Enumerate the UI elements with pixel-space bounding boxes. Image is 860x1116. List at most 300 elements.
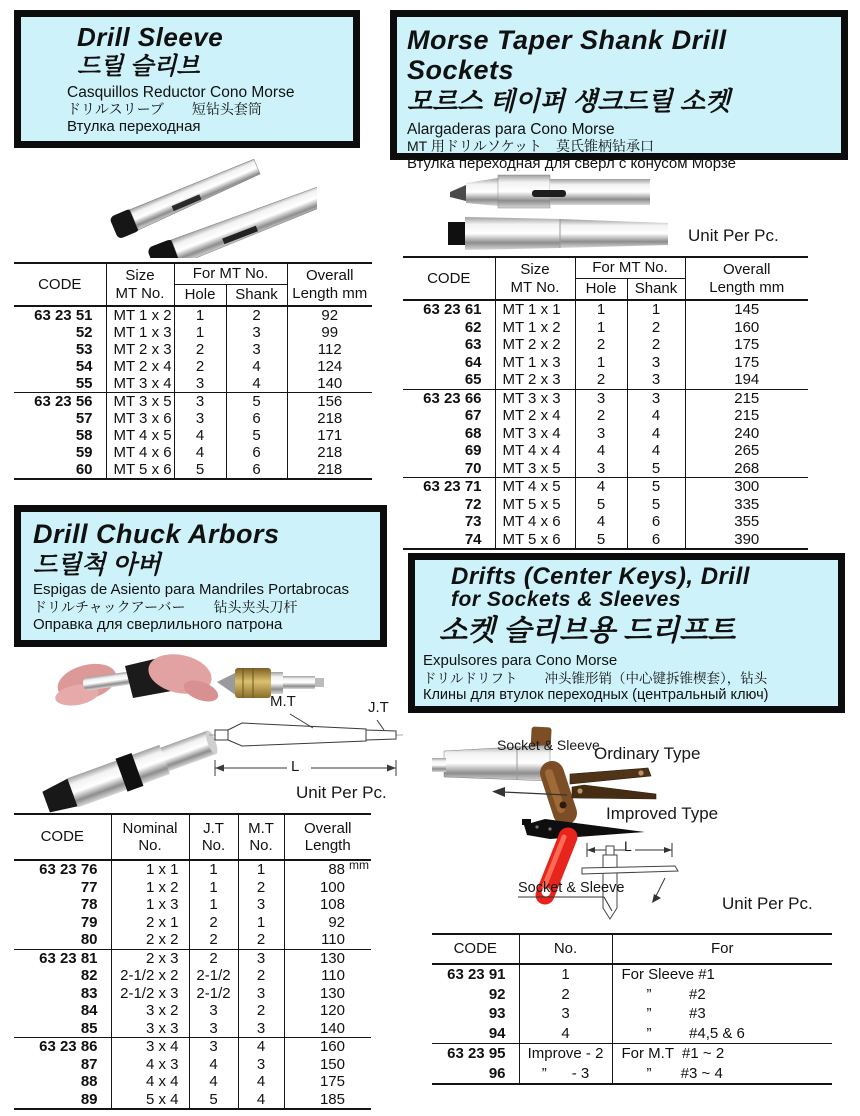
table-cell: MT 5 x 6 [106, 461, 174, 479]
table-row [403, 513, 808, 531]
table-cell: MT 3 x 3 [495, 389, 575, 407]
table-cell: 3 x 3 [111, 1020, 189, 1038]
table-cell: MT 4 x 6 [495, 513, 575, 531]
table-cell: 140 [287, 375, 372, 393]
table-row [432, 985, 832, 1005]
table-row [403, 460, 808, 478]
table-cell: 92 [287, 306, 372, 324]
table-cell: 3 [627, 354, 685, 372]
table-cell: 3 [174, 375, 226, 393]
table-cell: 1 x 3 [111, 896, 189, 914]
table-cell: 63 23 51 [34, 307, 93, 324]
table-cell: 57 [75, 410, 93, 427]
table-cell: 4 [226, 358, 287, 375]
table-cell: ” #4,5 & 6 [612, 1024, 832, 1044]
table-cell: 130 [284, 949, 371, 967]
table-cell: 63 23 81 [14, 949, 111, 967]
table-row [14, 410, 372, 427]
table-cell: 3 [238, 985, 284, 1003]
col-size-line2: MT No. [510, 278, 560, 296]
table-cell: 63 23 61 [423, 301, 482, 319]
table-cell: MT 1 x 1 [495, 300, 575, 319]
table-cell: 2 [575, 371, 627, 389]
table-cell: 92 [488, 985, 506, 1003]
table-cell: 6 [226, 410, 287, 427]
table-cell: 4 [575, 442, 627, 460]
table-cell: 4 x 4 [111, 1073, 189, 1091]
table-cell: MT 4 x 4 [495, 442, 575, 460]
chuck-arbors-subtitle-ja-zh: ドリルチャックアーバー 钻头夹头刀杆 [33, 599, 298, 616]
table-cell: 2 [627, 319, 685, 337]
col-overall-line1: Overall [303, 819, 352, 837]
table-cell: 4 [189, 1056, 238, 1074]
col-size-line1: Size [520, 261, 550, 279]
table-cell: 110 [284, 967, 371, 985]
drifts-title-ko: 소켓 슬리브용 드리프트 [439, 614, 736, 647]
table-cell: MT 2 x 4 [106, 358, 174, 375]
col-overall-line2: Length [304, 837, 351, 854]
table-cell: 63 23 95 [432, 1044, 519, 1064]
drill-sleeve-table-header [14, 263, 372, 306]
table-cell: 1 [627, 300, 685, 319]
unit-per-pc-label: Unit Per Pc. [722, 894, 813, 913]
table-row [403, 407, 808, 425]
unit-per-pc-label: Unit Per Pc. [688, 226, 779, 245]
table-cell: 3 [174, 393, 226, 411]
table-cell: 1 x 2 [111, 879, 189, 897]
table-cell: 3 x 2 [111, 1002, 189, 1020]
drifts-table-header [432, 934, 832, 964]
table-row [403, 531, 808, 550]
table-cell: 53 [75, 341, 93, 358]
morse-sockets-table-body [403, 300, 808, 549]
table-cell: 6 [226, 444, 287, 461]
table-cell: 4 [226, 375, 287, 393]
col-overall [284, 814, 371, 860]
table-row [403, 389, 808, 407]
table-cell: 4 [575, 513, 627, 531]
col-code: CODE [403, 257, 495, 300]
table-cell: 2 [627, 336, 685, 354]
col-shank: Shank [627, 279, 685, 301]
table-cell: MT 2 x 2 [495, 336, 575, 354]
table-cell: 112 [287, 341, 372, 358]
table-row [14, 949, 371, 967]
table-cell: 194 [685, 371, 808, 389]
table-cell: 218 [287, 461, 372, 479]
table-cell: 2 [226, 306, 287, 324]
table-cell: 2 [238, 931, 284, 949]
col-shank: Shank [226, 285, 287, 307]
table-cell: 4 x 3 [111, 1056, 189, 1074]
drill-sleeve-photo [95, 148, 317, 258]
table-cell: 3 [189, 1020, 238, 1038]
morse-sockets-title-ko: 모르스 테이퍼 섕크드릴 소켓 [407, 86, 731, 117]
table-cell: 3 [226, 324, 287, 341]
table-cell: 140 [284, 1020, 371, 1038]
table-cell: 59 [75, 444, 93, 461]
diagram-l-label: L [291, 758, 300, 775]
table-cell: 175 [284, 1073, 371, 1091]
table-cell: MT 3 x 6 [106, 410, 174, 427]
table-cell: MT 2 x 3 [495, 371, 575, 389]
table-cell: 2 [238, 1002, 284, 1020]
col-nominal-line2: No. [138, 837, 162, 854]
table-cell: 1 [174, 324, 226, 341]
col-mt-line2: No. [249, 837, 273, 854]
table-row [14, 931, 371, 949]
table-cell: 145 [685, 300, 808, 319]
table-row [14, 393, 372, 411]
table-cell: 74 [464, 530, 482, 548]
table-cell: 5 [226, 427, 287, 444]
table-cell: 77 [80, 878, 98, 896]
table-cell: 100 [284, 879, 371, 897]
table-cell: 5 [627, 496, 685, 514]
col-no: No. [519, 934, 612, 964]
table-cell: 215 [685, 389, 808, 407]
chuck-arbors-title-en: Drill Chuck Arbors [33, 519, 280, 549]
table-cell: Improve - 2 [519, 1044, 612, 1064]
table-cell: 215 [685, 407, 808, 425]
col-overall-line2: Length mm [709, 278, 785, 296]
table-cell: 68 [464, 424, 482, 442]
table-cell: 130 [284, 985, 371, 1003]
table-cell: ” #3 ~ 4 [612, 1064, 832, 1085]
table-cell: 160 [685, 319, 808, 337]
col-hole: Hole [174, 285, 226, 307]
table-cell: 73 [464, 513, 482, 531]
table-row [14, 967, 371, 985]
col-code: CODE [14, 263, 106, 306]
table-cell: 175 [685, 336, 808, 354]
drifts-title-en-line1: Drifts (Center Keys), Drill [451, 563, 750, 590]
table-cell: 4 [575, 478, 627, 496]
table-cell: 4 [189, 1073, 238, 1091]
table-cell: MT 5 x 5 [495, 496, 575, 514]
table-cell: MT 4 x 6 [106, 444, 174, 461]
table-cell: 99 [287, 324, 372, 341]
col-size-line2: MT No. [115, 284, 165, 302]
table-cell: 5 [226, 393, 287, 411]
table-cell: 156 [287, 393, 372, 411]
table-row [14, 1073, 371, 1091]
table-row [403, 442, 808, 460]
table-row [14, 896, 371, 914]
table-cell: 3 [226, 341, 287, 358]
table-cell: 5 x 4 [111, 1091, 189, 1110]
table-cell: MT 1 x 3 [106, 324, 174, 341]
drifts-table-body [432, 964, 832, 1084]
table-cell: 355 [685, 513, 808, 531]
table-cell: 160 [284, 1038, 371, 1056]
col-overall-line2: Length mm [292, 284, 368, 302]
table-cell: 5 [627, 460, 685, 478]
table-cell: 120 [284, 1002, 371, 1020]
chuck-arbors-table [14, 813, 371, 1110]
table-cell: 4 [627, 407, 685, 425]
col-for: For [612, 934, 832, 964]
table-cell: 218 [287, 410, 372, 427]
table-cell: MT 1 x 2 [495, 319, 575, 337]
table-cell: 6 [627, 513, 685, 531]
table-cell: 2 [189, 949, 238, 967]
table-cell: 240 [685, 425, 808, 443]
table-cell: 1 x 1 [111, 860, 189, 879]
table-cell: 1 [575, 354, 627, 372]
table-cell: ” #2 [612, 985, 832, 1005]
table-cell: 96 [488, 1064, 506, 1082]
col-overall [287, 263, 372, 306]
col-size-line1: Size [125, 267, 155, 285]
table-cell: 124 [287, 358, 372, 375]
chuck-arbors-header-box [14, 505, 387, 647]
table-cell: MT 3 x 4 [495, 425, 575, 443]
table-cell: 63 23 66 [403, 389, 495, 407]
table-cell: 63 23 56 [14, 393, 106, 411]
table-row [14, 1020, 371, 1038]
table-row [14, 860, 371, 879]
table-row [14, 985, 371, 1003]
table-cell: 65 [464, 371, 482, 389]
col-mt-line1: M.T [248, 819, 274, 837]
drill-sleeve-subtitle-ja-zh: ドリルスリーブ 短钻头套筒 [67, 101, 262, 118]
table-cell: 72 [464, 495, 482, 513]
table-cell: 2 [189, 914, 238, 932]
table-cell: 2-1/2 x 2 [111, 967, 189, 985]
table-cell: 84 [80, 1002, 98, 1020]
table-row [432, 1024, 832, 1044]
table-cell: 94 [488, 1024, 506, 1042]
morse-sockets-subtitle-ru: Втулка переходная для сверл с конусом Морзе [407, 154, 736, 172]
table-cell: 79 [80, 913, 98, 931]
mm-unit-note: mm [349, 858, 369, 872]
table-cell: 2 [575, 336, 627, 354]
table-row [432, 1064, 832, 1085]
table-cell: 3 x 4 [111, 1038, 189, 1056]
table-cell: 2 [174, 341, 226, 358]
table-cell: 1 [189, 860, 238, 879]
table-cell: 1 [174, 306, 226, 324]
morse-sockets-subtitle-ja-zh: MT 用ドリルソケット 莫氏锥柄钻承口 [407, 137, 655, 154]
table-cell: 64 [464, 353, 482, 371]
table-cell: 63 23 91 [447, 966, 506, 984]
table-cell: 2 x 2 [111, 931, 189, 949]
drill-sleeve-title-ko: 드릴 슬리브 [77, 53, 200, 81]
table-row [14, 358, 372, 375]
table-cell: 63 23 71 [403, 478, 495, 496]
table-cell: 78 [80, 896, 98, 914]
table-cell: MT 4 x 5 [106, 427, 174, 444]
table-row [14, 375, 372, 393]
drill-sleeve-title-en: Drill Sleeve [77, 22, 224, 52]
table-cell: 150 [284, 1056, 371, 1074]
table-row [403, 319, 808, 337]
table-row [432, 964, 832, 985]
table-cell: 4 [174, 427, 226, 444]
table-cell: 54 [75, 358, 93, 375]
table-cell: 6 [226, 461, 287, 479]
table-cell: 55 [75, 375, 93, 392]
col-overall-line1: Overall [723, 261, 771, 279]
table-cell: 3 [575, 460, 627, 478]
chuck-arbors-title-ko: 드릴척 아버 [33, 551, 161, 580]
table-cell: 67 [464, 407, 482, 425]
table-cell: 3 [627, 371, 685, 389]
col-size [106, 263, 174, 306]
table-row [432, 1044, 832, 1064]
table-cell: 3 [238, 1020, 284, 1038]
table-cell: 4 [238, 1091, 284, 1110]
table-cell: MT 4 x 5 [495, 478, 575, 496]
table-row [14, 1038, 371, 1056]
diagram-l-label: L [624, 838, 632, 854]
table-cell: 89 [80, 1090, 98, 1108]
chuck-arbors-subtitle-ru: Оправка для сверлильного патрона [33, 615, 283, 633]
table-row [14, 879, 371, 897]
table-cell: 5 [627, 478, 685, 496]
table-cell: 6 [627, 531, 685, 550]
table-cell: ” - 3 [519, 1064, 612, 1085]
drifts-subtitle-es: Expulsores para Cono Morse [423, 652, 618, 670]
table-cell: 218 [287, 444, 372, 461]
table-row [403, 425, 808, 443]
table-cell: 1 [575, 319, 627, 337]
table-cell: 2 x 1 [111, 914, 189, 932]
table-row [14, 341, 372, 358]
table-cell: 1 [189, 879, 238, 897]
table-cell: 88 [284, 860, 371, 879]
drill-sleeve-subtitle-ru: Втулка переходная [67, 118, 201, 136]
drill-sleeve-table [14, 262, 372, 480]
drifts-subtitle-ja-zh: ドリルドリフト 冲头锥形销（中心键拆锥楔套），钻头 [423, 671, 768, 687]
col-code: CODE [432, 934, 519, 964]
table-row [403, 496, 808, 514]
chuck-arbors-table-header [14, 814, 371, 860]
table-cell: 4 [627, 442, 685, 460]
table-cell: 63 23 76 [39, 861, 98, 879]
table-cell: 4 [238, 1073, 284, 1091]
diagram-jt-label: J.T [368, 699, 389, 716]
table-row [14, 444, 372, 461]
table-cell: 1 [519, 964, 612, 985]
col-nominal [111, 814, 189, 860]
table-cell: 2 [238, 967, 284, 985]
table-row [432, 1004, 832, 1024]
table-cell: 69 [464, 442, 482, 460]
ordinary-type-label: Ordinary Type [594, 744, 701, 763]
table-cell: 268 [685, 460, 808, 478]
col-jt [189, 814, 238, 860]
table-cell: 82 [80, 967, 98, 985]
drill-sleeve-table-body [14, 306, 372, 479]
table-cell: 2 [519, 985, 612, 1005]
table-cell: 4 [174, 444, 226, 461]
table-cell: 171 [287, 427, 372, 444]
drifts-title-en-line2: for Sockets & Sleeves [451, 588, 681, 612]
table-cell: 335 [685, 496, 808, 514]
morse-sockets-photo [440, 166, 702, 256]
table-row [14, 1002, 371, 1020]
table-cell: 2-1/2 x 3 [111, 985, 189, 1003]
table-cell: 88 [80, 1073, 98, 1091]
col-nominal-line1: Nominal [122, 819, 178, 837]
table-cell: ” #3 [612, 1004, 832, 1024]
table-cell: 3 [238, 949, 284, 967]
table-cell: MT 3 x 4 [106, 375, 174, 393]
col-for-mt: For MT No. [174, 263, 287, 285]
table-cell: 1 [238, 914, 284, 932]
drill-sleeve-header-box [14, 10, 360, 148]
table-row [14, 914, 371, 932]
table-cell: 2 [238, 879, 284, 897]
table-cell: 2-1/2 [189, 985, 238, 1003]
col-jt-line2: No. [201, 837, 226, 854]
table-cell: 60 [75, 461, 93, 478]
table-row [14, 461, 372, 479]
table-cell: 2 [189, 931, 238, 949]
table-cell: MT 1 x 2 [106, 306, 174, 324]
col-size [495, 257, 575, 300]
table-cell: 185 [284, 1091, 371, 1110]
table-cell: 2 [575, 407, 627, 425]
morse-sockets-table [403, 256, 808, 550]
table-row [403, 371, 808, 389]
diagram-mt-label: M.T [270, 693, 296, 710]
table-row [14, 1056, 371, 1074]
table-cell: 5 [174, 461, 226, 479]
table-cell: MT 3 x 5 [106, 393, 174, 411]
table-cell: 52 [75, 324, 93, 341]
morse-sockets-title-en: Morse Taper Shank Drill Sockets [407, 25, 727, 86]
table-cell: 3 [627, 389, 685, 407]
table-cell: MT 2 x 4 [495, 407, 575, 425]
table-cell: 3 [189, 1038, 238, 1056]
table-cell: 2 x 3 [111, 949, 189, 967]
table-cell: 3 [238, 1056, 284, 1074]
table-cell: 110 [284, 931, 371, 949]
table-row [403, 336, 808, 354]
table-cell: 3 [174, 410, 226, 427]
table-cell: 93 [488, 1005, 506, 1023]
table-cell: MT 1 x 3 [495, 354, 575, 372]
table-cell: 3 [238, 896, 284, 914]
table-cell: 2-1/2 [189, 967, 238, 985]
table-row [403, 354, 808, 372]
table-cell: 5 [575, 531, 627, 550]
table-cell: 4 [519, 1024, 612, 1044]
morse-sockets-subtitle-es: Alargaderas para Cono Morse [407, 120, 615, 138]
table-cell: 265 [685, 442, 808, 460]
col-code: CODE [14, 814, 111, 860]
drifts-header-box [408, 553, 845, 713]
table-cell: 70 [464, 459, 482, 477]
table-cell: 5 [189, 1091, 238, 1110]
col-for-mt: For MT No. [575, 257, 685, 279]
table-cell: For Sleeve #1 [612, 964, 832, 985]
table-cell: 58 [75, 427, 93, 444]
table-cell: 4 [238, 1038, 284, 1056]
table-cell: 85 [80, 1019, 98, 1037]
table-cell: 62 [464, 318, 482, 336]
table-cell: 1 [189, 896, 238, 914]
table-row [403, 478, 808, 496]
table-cell: 3 [575, 425, 627, 443]
chuck-arbors-subtitle-es: Espigas de Asiento para Mandriles Portabrocas [33, 581, 350, 599]
table-row [14, 324, 372, 341]
table-cell: 3 [189, 1002, 238, 1020]
drifts-subtitle-ru: Клины для втулок переходных (центральный ключ) [423, 687, 769, 704]
